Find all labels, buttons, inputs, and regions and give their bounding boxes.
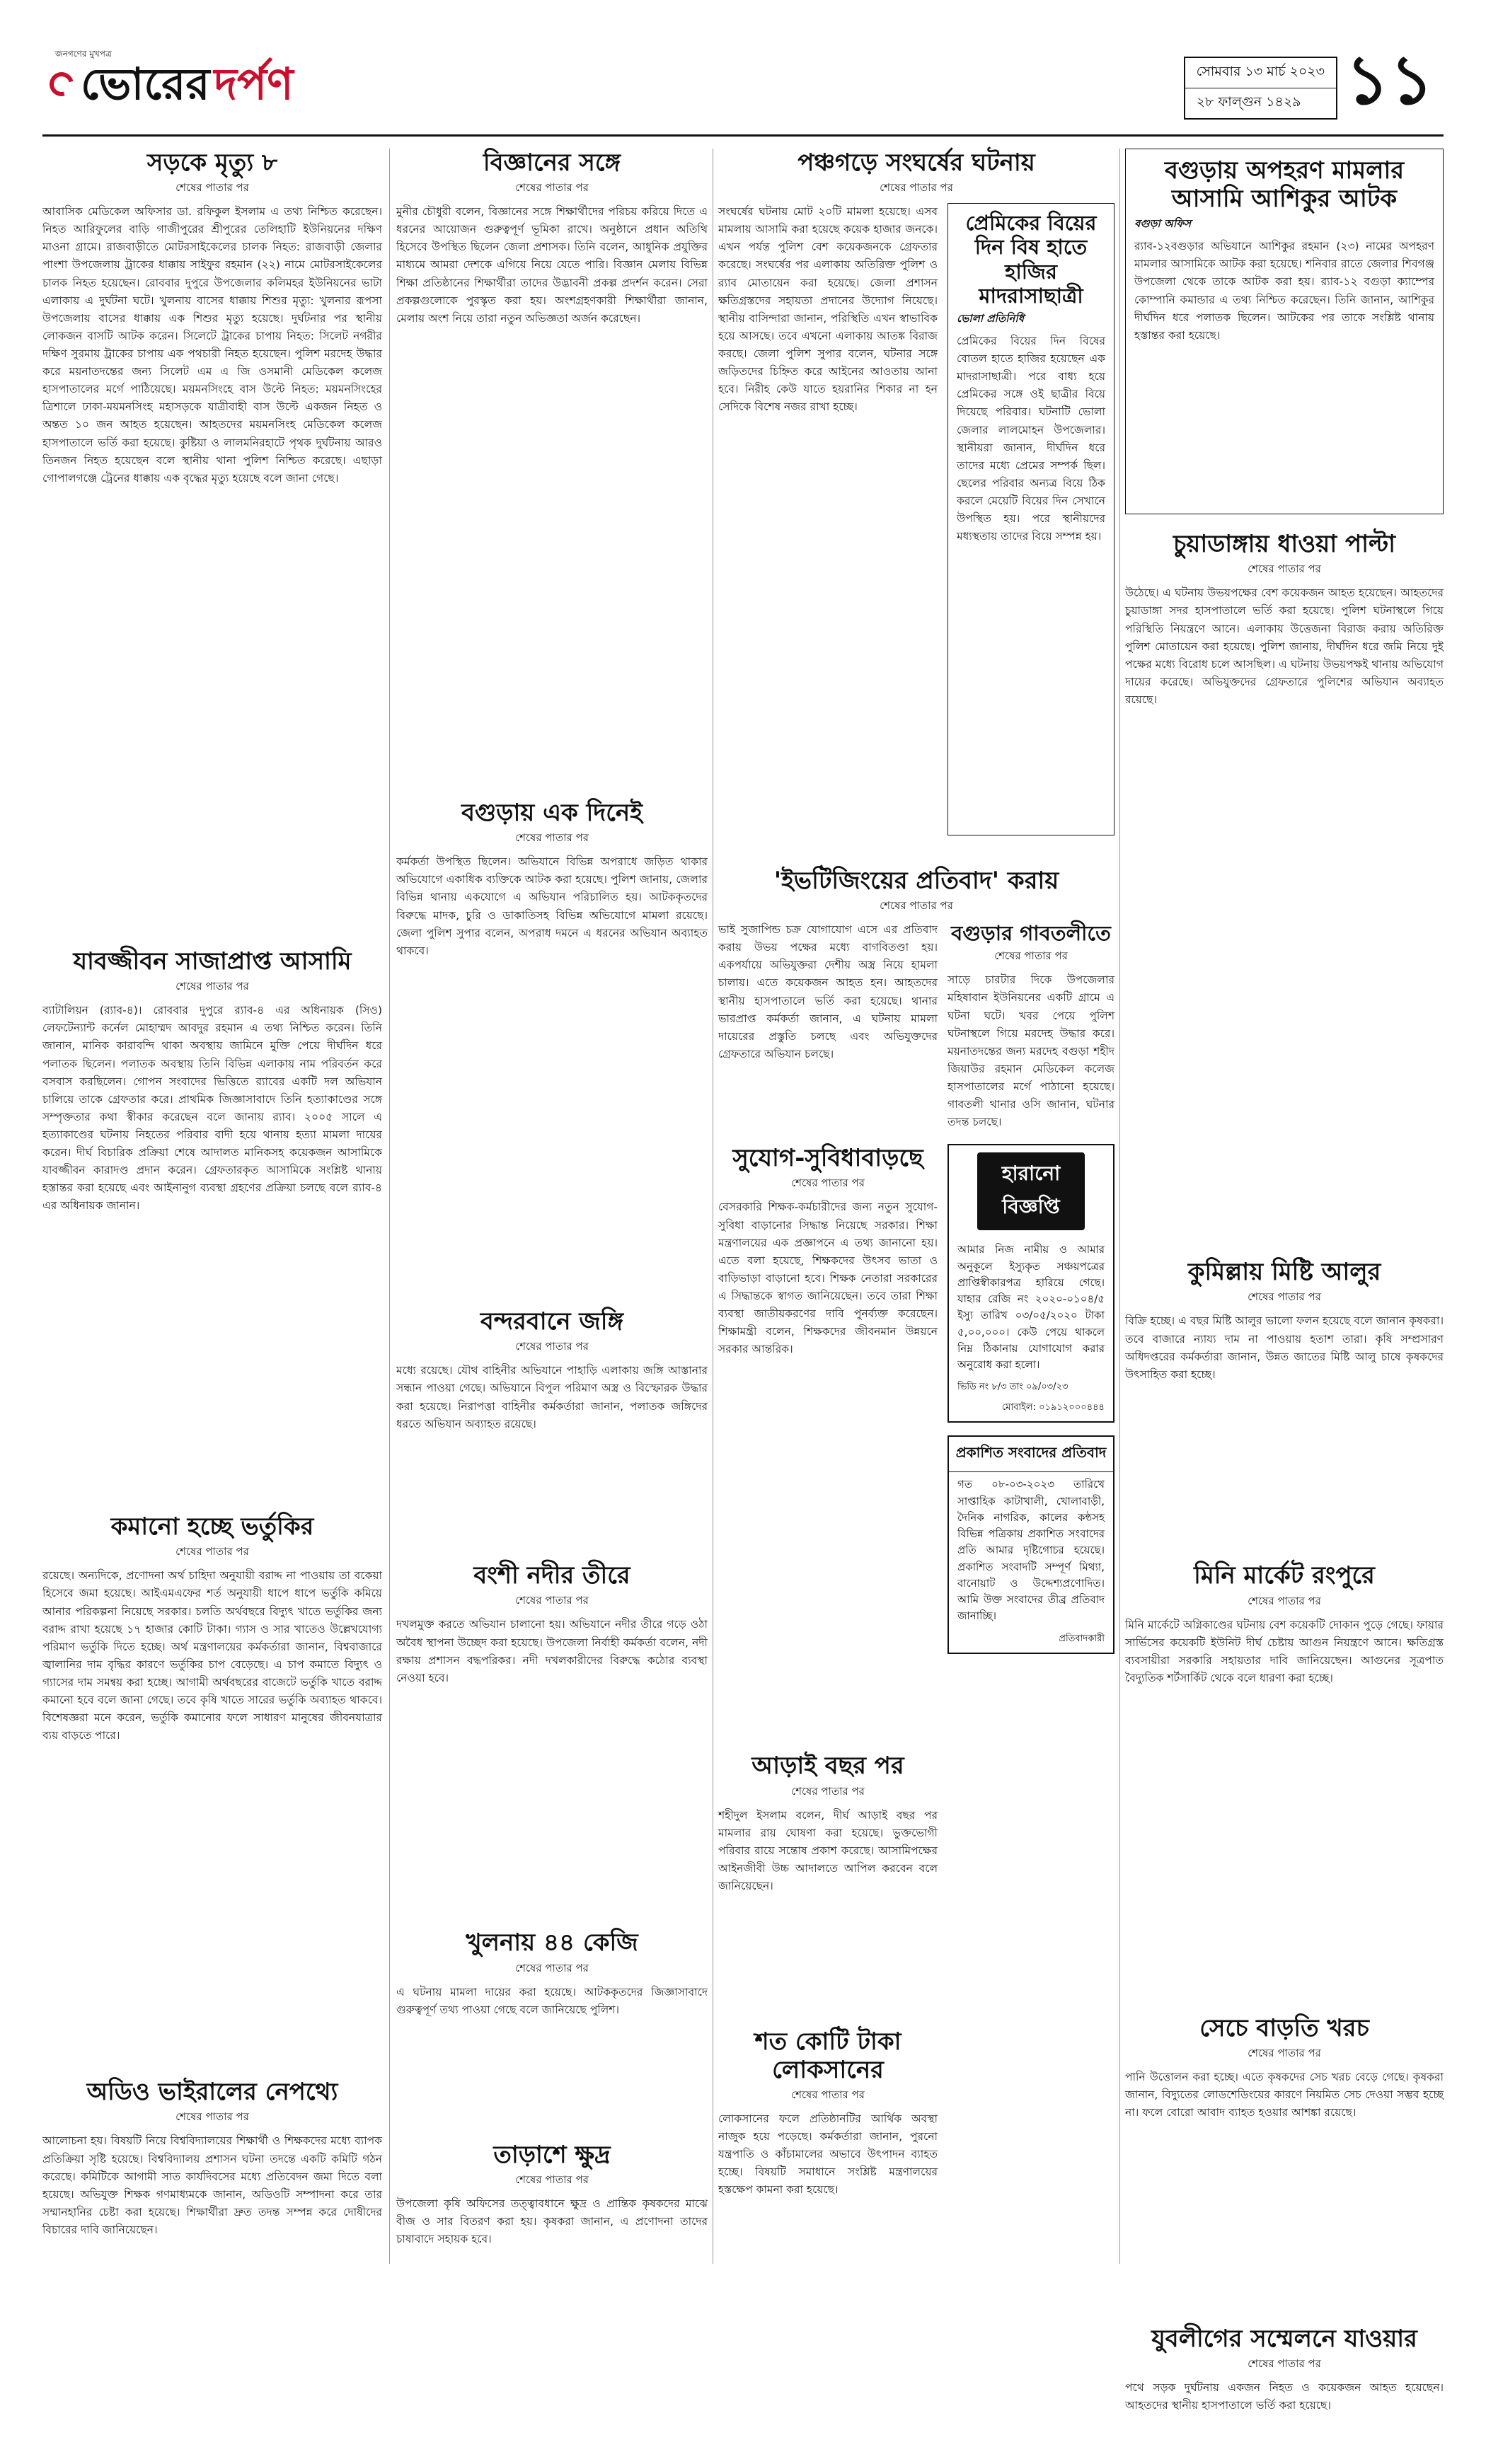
column-1: [42, 149, 382, 2264]
article-headline: বগুড়ায় অপহরণ মামলার আসামি আশিকুর আটক: [1164, 156, 1405, 214]
protest-notice-signature: প্রতিবাদকারী: [1059, 1633, 1105, 1644]
article-body: ভাই সুজাপিন্ড চক্র যোগাযোগ এসে এর প্রতিবাদ করায় উভয় পক্ষের মধ্যে বাগবিতণ্ডা হয়। একপর্যায়ে অভিযুক্তরা দেশীয় অস্ত্র নিয়ে হামলা চালায়। এতে কয়েকজন আহত হন। আহতদের স্থানীয় হাসপাতালে ভর্তি করা হয়েছে। থানার ভারপ্রাপ্ত কর্মকর্তা জানান, এ ঘটনায় মামলা দায়েরের প্রস্তুতি চলছে এবং অভিযুক্তদের গ্রেফতারে অভিযান চলছে।: [718, 923, 938, 1060]
article-bogura-one-day[interactable]: [396, 799, 708, 1292]
side-column: [948, 921, 1114, 1128]
article-headline: 'ইভটিজিংয়ের প্রতিবাদ' করায়: [773, 866, 1059, 895]
continued-note: শেষের পাতার পর: [515, 2173, 589, 2186]
column-divider: [1119, 149, 1120, 2264]
continued-note: শেষের পাতার পর: [515, 1961, 589, 1974]
continued-note: শেষের পাতার পর: [1248, 2046, 1321, 2059]
column-2: [396, 149, 708, 2264]
article-body: লোকসানের ফলে প্রতিষ্ঠানটির আর্থিক অবস্থা নাজুক হয়ে পড়েছে। কর্মকর্তারা জানান, পুরনো যন্ত্রপাতি ও কাঁচামালের অভাবে উৎপাদন ব্যাহত হচ্ছে। বিষয়টি সমাধানে সংশ্লিষ্ট মন্ত্রণালয়ের হস্তক্ষেপ কামনা করা হয়েছে।: [718, 2112, 938, 2197]
continued-note: শেষের পাতার পর: [791, 1784, 865, 1798]
article-body: পানি উত্তোলন করা হচ্ছে। এতে কৃষকদের সেচ খরচ বেড়ে গেছে। কৃষকরা জানান, বিদ্যুতের লোডশেডিংয়ের কারণে নিয়মিত সেচ দেওয়া সম্ভব হচ্ছে না। ফলে বোরো আবাদ ব্যাহত হওয়ার আশঙ্কা রয়েছে।: [1125, 2070, 1444, 2119]
article-headline: বন্দরবানে জঙ্গি: [480, 1307, 624, 1336]
article-crore-loss[interactable]: [718, 2028, 938, 2280]
article-bogura-abduction[interactable]: [1125, 149, 1444, 514]
article-headline: শত কোটি টাকা লোকসানের: [754, 2027, 902, 2084]
continued-note: শেষের পাতার পর: [175, 2110, 249, 2124]
article-body: প্রেমিকের বিয়ের দিন বিষের বোতল হাতে হাজির হয়েছেন এক মাদরাসাছাত্রী। পরে বাধ্য হয়ে প্রেমিকের সঙ্গে ওই ছাত্রীর বিয়ে দিয়েছে পরিবার। ঘটনাটি ভোলা জেলার লালমোহন উপজেলার। স্থানীয়রা জানান, দীর্ঘদিন ধরে তাদের মধ্যে প্রেমের সম্পর্ক ছিল। ছেলের পরিবার অন্যত্র বিয়ে ঠিক করলে মেয়েটি বিয়ের দিন সেখানে উপস্থিত হয়। পরে স্থানীয়দের মধ্যস্থতায় তাদের বিয়ে সম্পন্ন হয়।: [957, 334, 1105, 543]
article-jubo-league[interactable]: [1125, 2325, 1444, 2464]
article-body: র‍্যাব-১২বগুড়ার অভিযানে আশিকুর রহমান (২৩) নামের অপহরণ মামলার আসামিকে আটক করা হয়েছে। শনিবার রাতে জেলার শিবগঞ্জ উপজেলা থেকে তাকে আটক করা হয়। র‍্যাব-১২ বগুড়া ক্যাম্পের কোম্পানি কমান্ডার এ তথ্য নিশ্চিত করেছেন। তিনি জানান, আশিকুর দীর্ঘদিন ধরে পলাতক ছিলেন। আটকের পর তাকে সংশ্লিষ্ট থানায় হস্তান্তর করা হয়েছে।: [1134, 240, 1434, 342]
article-headline: কমানো হচ্ছে ভর্তুকির: [110, 1512, 314, 1542]
article-body: এ ঘটনায় মামলা দায়ের করা হয়েছে। আটককৃতদের জিজ্ঞাসাবাদে গুরুত্বপূর্ণ তথ্য পাওয়া গেছে বলে জানিয়েছে পুলিশ।: [396, 1985, 708, 2016]
protest-notice[interactable]: [948, 1435, 1114, 1653]
date-gregorian: সোমবার ১৩ মার্চ ২০২৩: [1185, 58, 1336, 88]
lost-notice-contact: মোবাইল: ০১৯১২০০০৪৪৪: [1001, 1402, 1105, 1413]
article-body: কর্মকর্তা উপস্থিত ছিলেন। অভিযানে বিভিন্ন অপরাধে জড়িত থাকার অভিযোগে একাধিক ব্যক্তিকে আটক করা হয়েছে। পুলিশ জানায়, জেলার বিভিন্ন থানায় একযোগে এ অভিযান পরিচালিত হয়। আটককৃতদের বিরুদ্ধে মাদক, চুরি ও ডাকাতিসহ বিভিন্ন অভিযোগে মামলা রয়েছে। জেলা পুলিশ সুপার বলেন, অপরাধ দমনে এ ধরনের অভিযান অব্যাহত থাকবে।: [396, 855, 708, 957]
article-khulna-44kg[interactable]: [396, 1928, 708, 2124]
column-divider: [389, 149, 390, 2264]
article-bandarban[interactable]: [396, 1307, 708, 1546]
continued-note: শেষের পাতার পর: [791, 2088, 865, 2101]
continued-note: শেষের পাতার পর: [175, 181, 249, 195]
article-headline: বংশী নদীর তীরে: [473, 1561, 630, 1590]
article-headline: পঞ্চগড়ে সংঘর্ষের ঘটনায়: [797, 149, 1035, 177]
article-headline: আড়াই বছর পর: [751, 1752, 904, 1781]
article-body: শহীদুল ইসলাম বলেন, দীর্ঘ আড়াই বছর পর মামলার রায় ঘোষণা করা হয়েছে। ভুক্তভোগী পরিবার রায়ে সন্তোষ প্রকাশ করেছে। আসামিপক্ষের আইনজীবী উচ্চ আদালতে আপিল করবেন বলে জানিয়েছেন।: [718, 1808, 938, 1892]
article-headline: যাবজ্জীবন সাজাপ্রাপ্ত আসামি: [73, 947, 352, 976]
article-science[interactable]: [396, 149, 708, 783]
article-body: আবাসিক মেডিকেল অফিসার ডা. রফিকুল ইসলাম এ তথ্য নিশ্চিত করেছেন। নিহত আরিফুলের বাড়ি গাজীপুরের শ্রীপুরের তেলিহাটি ইউনিয়নের দক্ষিণ মাওনা গ্রামে। রাজবাড়ীতে মোটরসাইকেলের চালক নিহত: রাজবাড়ী জেলার পাংশা উপজেলায় ট্রাকের ধাক্কায় সাইফুর রহমান (২২) নামে মোটরসাইকেলের চালক নিহত হয়েছেন। রোববার দুপুরে উপজেলার কলিমহর ইউনিয়নের ভাটা এলাকায় এ দুর্ঘটনা ঘটে। খুলনায় বাসের ধাক্কায় শিশুর মৃত্যু: খুলনার রূপসা উপজেলায় বাসের ধাক্কায় এক শিশুর মৃত্যু হয়েছে। দুর্ঘটনার পর স্থানীয় লোকজন বাসটি আটক করেন। সিলেটে ট্রাকের চাপায় নিহত: সিলেট নগরীর দক্ষিণ সুরমায় ট্রাকের চাপায় এক পথচারী নিহত হয়েছেন। পুলিশ মরদেহ উদ্ধার করে ময়নাতদন্তের জন্য সিলেট এম এ জি ওসমানী মেডিকেল কলেজ হাসপাতালের মর্গে পাঠিয়েছে। ময়মনসিংহে বাস উল্টে নিহত: ময়মনসিংহের ত্রিশালে ঢাকা-ময়মনসিংহ মহাসড়কে যাত্রীবাহী বাস উল্টে একজন নিহত ও অন্তত ১০ জন আহত হয়েছেন। আহতদের ময়মনসিংহ মেডিকেল কলেজ হাসপাতালে ভর্তি করা হয়েছে। কুষ্টিয়া ও লালমনিরহাটে পৃথক দুর্ঘটনায় আরও তিনজন নিহত হয়েছেন বলে স্থানীয় থানা পুলিশ নিশ্চিত করেছে। এছাড়া গোপালগঞ্জে ট্রেনের ধাক্কায় এক বৃদ্ধের মৃত্যু হয়েছে বলে জানা গেছে।: [42, 205, 382, 485]
article-body: পথে সড়ক দুর্ঘটনায় একজন নিহত ও কয়েকজন আহত হয়েছেন। আহতদের স্থানীয় হাসপাতালে ভর্তি করা হয়েছে।: [1125, 2381, 1444, 2412]
article-chuadanga[interactable]: [1125, 530, 1444, 1242]
article-body: সংঘর্ষের ঘটনায় মোট ২০টি মামলা হয়েছে। এসব মামলায় আসামি করা হয়েছে কয়েক হাজার জনকে। এখন পর্যন্ত পুলিশ বেশ কয়েকজনকে গ্রেফতার করেছে। সংঘর্ষের পর এলাকায় অতিরিক্ত পুলিশ ও র‍্যাব মোতায়েন করা হয়েছে। জেলা প্রশাসন ক্ষতিগ্রস্তদের সহায়তা প্রদানের উদ্যোগ নিয়েছে। স্থানীয় বাসিন্দারা জানান, পরিস্থিতি এখন স্বাভাবিক হয়ে আসছে। তবে এখনো এলাকায় আতঙ্ক বিরাজ করছে। জেলা পুলিশ সুপার বলেন, ঘটনার সঙ্গে জড়িতদের চিহ্নিত করে আইনের আওতায় আনা হবে। নিরীহ কেউ যাতে হয়রানির শিকার না হন সেদিকে বিশেষ নজর রাখা হচ্ছে।: [718, 205, 938, 414]
date-box: [1184, 57, 1337, 120]
article-gabtoli[interactable]: [948, 921, 1114, 1129]
article-body: মুনীর চৌধুরী বলেন, বিজ্ঞানের সঙ্গে শিক্ষার্থীদের পরিচয় করিয়ে দিতে এ ধরনের আয়োজন গুরুত্বপূর্ণ ভূমিকা রাখে। অনুষ্ঠানে প্রধান অতিথি হিসেবে উপস্থিত ছিলেন জেলা প্রশাসক। তিনি বলেন, আধুনিক প্রযুক্তির মাধ্যমে আমরা দেশকে এগিয়ে নিয়ে যেতে পারি। বিজ্ঞান মেলায় বিভিন্ন শিক্ষা প্রতিষ্ঠানের শিক্ষার্থীরা তাদের উদ্ভাবনী প্রকল্প প্রদর্শন করেন। সেরা প্রকল্পগুলোকে পুরস্কৃত করা হয়। অংশগ্রহণকারী শিক্ষার্থীরা জানান, মেলায় অংশ নিয়ে তারা নতুন অভিজ্ঞতা অর্জন করেছেন।: [396, 205, 708, 325]
page-number: ১১: [1345, 40, 1434, 120]
protest-notice-text: গত ০৮-০৩-২০২৩ তারিখে সাপ্তাহিক কাটাখালী, খোলাবাড়ী, দৈনিক নাগরিক, কালের কন্ঠসহ বিভিন্ন পত্রিকায় প্রকাশিত সংবাদের প্রতি আমার দৃষ্টিগোচর হয়েছে। প্রকাশিত সংবাদটি সম্পূর্ণ মিথ্যা, বানোয়াট ও উদ্দেশ্যপ্রণোদিত। আমি উক্ত সংবাদের তীব্র প্রতিবাদ জানাচ্ছি।: [957, 1478, 1105, 1623]
article-headline: কুমিল্লায় মিষ্টি আলুর: [1187, 1258, 1381, 1287]
article-body: উপজেলা কৃষি অফিসের তত্ত্বাবধানে ক্ষুদ্র ও প্রান্তিক কৃষকদের মাঝে বীজ ও সার বিতরণ করা হয়। কৃষকরা জানান, এ প্রণোদনা তাদের চাষাবাদে সহায়ক হবে।: [396, 2197, 708, 2245]
article-facilities[interactable]: [718, 1144, 938, 1736]
date-bangla: ২৮ ফাল্গুন ১৪২৯: [1196, 94, 1301, 110]
continued-note: শেষের পাতার পর: [994, 949, 1068, 963]
article-body: মধ্যে রয়েছে। যৌথ বাহিনীর অভিযানে পাহাড়ি এলাকায় জঙ্গি আস্তানার সন্ধান পাওয়া গেছে। অভিযানে বিপুল পরিমাণ অস্ত্র ও বিস্ফোরক উদ্ধার করা হয়েছে। নিরাপত্তা বাহিনীর কর্মকর্তারা জানান, পলাতক জঙ্গিদের ধরতে অভিযান অব্যাহত রয়েছে।: [396, 1364, 708, 1430]
notices-column: [948, 1144, 1114, 1666]
brand-name-part1: ভোরের: [81, 58, 210, 110]
continued-note: শেষের পাতার পর: [175, 980, 249, 993]
continued-note: শেষের পাতার পর: [880, 181, 953, 195]
continued-note: শেষের পাতার পর: [515, 1594, 589, 1607]
article-body: বিক্রি হচ্ছে। এ বছর মিষ্টি আলুর ভালো ফলন হয়েছে বলে জানান কৃষকরা। তবে বাজারে ন্যায্য দাম না পাওয়ায় হতাশ তারা। কৃষি সম্প্রসারণ অধিদপ্তরের কর্মকর্তারা জানান, উন্নত জাতের মিষ্টি আলু চাষে কৃষকদের উৎসাহিত করা হচ্ছে।: [1125, 1314, 1444, 1381]
article-headline: সেচে বাড়তি খরচ: [1199, 2013, 1369, 2042]
article-headline: অডিও ভাইরালের নেপথ্যে: [86, 2078, 338, 2107]
continued-note: শেষের পাতার পর: [515, 181, 589, 195]
article-bangshi-river[interactable]: [396, 1561, 708, 1913]
article-headline: খুলনায় ৪৪ কেজি: [466, 1928, 638, 1957]
article-headline: সুযোগ-সুবিধাবাড়ছে: [732, 1144, 923, 1173]
continued-note: শেষের পাতার পর: [791, 1176, 865, 1190]
article-body: মিনি মার্কেটে অগ্নিকাণ্ডের ঘটনায় বেশ কয়েকটি দোকান পুড়ে গেছে। ফায়ার সার্ভিসের কয়েকটি ইউনিট দীর্ঘ চেষ্টায় আগুন নিয়ন্ত্রণে আনে। ক্ষতিগ্রস্ত ব্যবসায়ীরা সরকারি সহায়তার দাবি জানিয়েছেন। আগুনের সূত্রপাত বৈদ্যুতিক শর্টসার্কিট থেকে বলে ধারণা করা হচ্ছে।: [1125, 1618, 1444, 1684]
continued-note: শেষের পাতার পর: [515, 831, 589, 845]
article-tarash[interactable]: [396, 2141, 708, 2337]
protest-notice-title: প্রকাশিত সংবাদের প্রতিবাদ: [949, 1437, 1113, 1472]
continued-note: শেষের পাতার পর: [1248, 2356, 1321, 2370]
article-body: সাড়ে চারটার দিকে উপজেলার মহিষাবান ইউনিয়নের একটি গ্রামে এ ঘটনা ঘটে। খবর পেয়ে পুলিশ ঘটনাস্থলে গিয়ে মরদেহ উদ্ধার করে। ময়নাতদন্তের জন্য মরদেহ বগুড়া শহীদ জিয়াউর রহমান মেডিকেল কলেজ হাসপাতালের মর্গে পাঠানো হয়েছে। গাবতলী থানার ওসি জানান, ঘটনার তদন্ত চলছে।: [948, 973, 1114, 1129]
article-byline: ভোলা প্রতিনিধি: [957, 311, 1025, 325]
article-headline: চুয়াডাঙ্গায় ধাওয়া পাল্টা: [1173, 530, 1396, 559]
article-headline: বগুড়ার গাবতলীতে: [951, 921, 1111, 946]
article-headline: মিনি মার্কেট রংপুরে: [1194, 1561, 1375, 1590]
article-headline: তাড়াশে ক্ষুদ্র: [493, 2140, 611, 2169]
article-body: দখলমুক্ত করতে অভিযান চালানো হয়। অভিযানে নদীর তীরে গড়ে ওঠা অবৈধ স্থাপনা উচ্ছেদ করা হয়েছে। উপজেলা নির্বাহী কর্মকর্তা বলেন, নদী রক্ষায় প্রশাসন বদ্ধপরিকর। নদী দখলকারীদের বিরুদ্ধে কঠোর ব্যবস্থা নেওয়া হবে।: [396, 1618, 708, 1684]
article-headline: সড়কে মৃত্যু ৮: [146, 149, 278, 177]
article-headline: বিজ্ঞানের সঙ্গে: [483, 149, 621, 177]
article-eve-teasing[interactable]: [718, 867, 1114, 1128]
continued-note: শেষের পাতার পর: [880, 899, 953, 913]
article-road-deaths[interactable]: [42, 149, 382, 932]
article-headline: বগুড়ায় এক দিনেই: [461, 799, 643, 828]
side-column: [948, 203, 1114, 851]
article-body: আলোচনা হয়। বিষয়টি নিয়ে বিশ্ববিদ্যালয়ের শিক্ষার্থী ও শিক্ষকদের মধ্যে ব্যাপক প্রতিক্রিয়া সৃষ্টি হয়েছে। বিশ্ববিদ্যালয় প্রশাসন ঘটনা তদন্তে একটি কমিটি গঠন করেছে। কমিটিকে আগামী সাত কার্যদিবসের মধ্যে প্রতিবেদন জমা দিতে বলা হয়েছে। অভিযুক্ত শিক্ষক গণমাধ্যমকে জানান, অডিওটি সম্পাদনা করে তার সম্মানহানির চেষ্টা করা হয়েছে। শিক্ষার্থীরা দ্রুত তদন্ত সম্পন্ন করে দোষীদের বিচারের দাবি জানিয়েছেন।: [42, 2134, 382, 2236]
article-body: রয়েছে। অন্যদিকে, প্রণোদনা অর্থ চাহিদা অনুযায়ী বরাদ্দ না পাওয়ায় তা বকেয়া হিসেবে জমা হয়েছে। আইএমএফের শর্ত অনুযায়ী ধাপে ধাপে ভর্তুকি কমিয়ে আনার পরিকল্পনা নিয়েছে সরকার। চলতি অর্থবছরে বিদ্যুৎ খাতে ভর্তুকির জন্য বরাদ্দ রাখা হয়েছে ১৭ হাজার কোটি টাকা। গ্যাস ও সার খাতেও উল্লেখযোগ্য পরিমাণ ভর্তুকি দিতে হচ্ছে। অর্থ মন্ত্রণালয়ের কর্মকর্তারা জানান, বিশ্ববাজারে জ্বালানির দাম বৃদ্ধির কারণে ভর্তুকির চাপ বেড়েছে। এ চাপ কমাতে বিদ্যুৎ ও গ্যাসের দাম সমন্বয় করা হচ্ছে। আগামী অর্থবছরের বাজেটে ভর্তুকি খাতে বরাদ্দ কমানো হবে বলে জানা গেছে। তবে কৃষি খাতে সারের ভর্তুকি অব্যাহত থাকবে। বিশেষজ্ঞরা মনে করেন, ভর্তুকি কমানোর ফলে সাধারণ মানুষের জীবনযাত্রার ব্যয় বাড়তে পারে।: [42, 1569, 382, 1742]
lost-notice-title: হারানো বিজ্ঞপ্তি: [977, 1152, 1085, 1230]
article-comilla-potato[interactable]: [1125, 1258, 1444, 1546]
article-headline: যুবলীগের সম্মেলনে যাওয়ার: [1151, 2324, 1417, 2353]
continued-note: শেষের পাতার পর: [1248, 1290, 1321, 1304]
article-audio-viral[interactable]: [42, 2078, 382, 2344]
article-madrasa-student[interactable]: [948, 203, 1114, 835]
article-irrigation-cost[interactable]: [1125, 2014, 1444, 2309]
continued-note: শেষের পাতার পর: [1248, 1594, 1321, 1607]
article-body: উঠেছে। এ ঘটনায় উভয়পক্ষের বেশ কয়েকজন আহত হয়েছেন। আহতদের চুয়াডাঙ্গা সদর হাসপাতালে ভর্তি করা হয়েছে। পুলিশ ঘটনাস্থলে গিয়ে পরিস্থিতি নিয়ন্ত্রণে আনে। এলাকায় উত্তেজনা বিরাজ করায় অতিরিক্ত পুলিশ মোতায়েন করা হয়েছে। পুলিশ জানায়, দীর্ঘদিন ধরে জমি নিয়ে দুই পক্ষের মধ্যে বিরোধ চলে আসছিল। এ ঘটনায় উভয়পক্ষই থানায় অভিযোগ দায়ের করেছে। অভিযুক্তদের গ্রেফতারে পুলিশের অভিযান অব্যাহত রয়েছে।: [1125, 586, 1444, 706]
lost-notice-ref: ভিডি নং ৮/৩ তাং ০৯/০৩/২৩: [957, 1382, 1069, 1393]
continued-note: শেষের পাতার পর: [515, 1340, 589, 1353]
masthead: [42, 42, 1444, 137]
brand-tagline: জনগণের মুখপত্র: [55, 49, 112, 59]
article-panchagarh[interactable]: [718, 149, 1114, 851]
article-rangpur-market[interactable]: [1125, 1561, 1444, 1998]
main-column: [718, 1144, 938, 2295]
article-body: বেসরকারি শিক্ষক-কর্মচারীদের জন্য নতুন সুযোগ-সুবিধা বাড়ানোর সিদ্ধান্ত নিয়েছে সরকার। শিক্ষা মন্ত্রণালয়ের এক প্রজ্ঞাপনে এ তথ্য জানানো হয়। এতে বলা হয়েছে, শিক্ষকদের উৎসব ভাতা ও বাড়িভাড়া বাড়ানো হবে। শিক্ষক নেতারা সরকারের এ সিদ্ধান্তকে স্বাগত জানিয়েছেন। তবে তারা শিক্ষা ব্যবস্থা জাতীয়করণের দাবি পুনর্ব্যক্ত করেছেন। শিক্ষামন্ত্রী বলেন, শিক্ষকদের জীবনমান উন্নয়নে সরকার আন্তরিক।: [718, 1201, 938, 1356]
article-life-sentence[interactable]: [42, 947, 382, 1497]
article-two-half-years[interactable]: [718, 1752, 938, 2011]
article-subsidy[interactable]: [42, 1512, 382, 2062]
brand-logo: [50, 48, 294, 110]
continued-note: শেষের পাতার পর: [175, 1545, 249, 1558]
column-4: [1125, 149, 1444, 2412]
brand-swoosh-icon: [45, 68, 78, 100]
article-byline: বগুড়া অফিস: [1134, 217, 1192, 231]
brand-name-part2: দর্পণ: [214, 58, 294, 110]
lost-notice-text: আমার নিজ নামীয় ও আমার অনুকূলে ইস্যুকৃত সঞ্চয়পত্রের প্রাপ্তিস্বীকারপত্র হারিয়ে গেছে। যাহার রেজি নং ২০২০-০১০৪/৫ ইস্যু তারিখ ০৩/০৫/২০২০ টাকা ৫,০০,০০০। কেউ পেয়ে থাকলে নিম্ন ঠিকানায় যোগাযোগ করার অনুরোধ করা হলো।: [957, 1243, 1105, 1372]
article-body: ব্যাটালিয়ন (র‍্যাব-৪)। রোববার দুপুরে র‍্যাব-৪ এর অধিনায়ক (সিও) লেফটেন্যান্ট কর্নেল মোহাম্মদ আবদুর রহমান এ তথ্য নিশ্চিত করেন। তিনি জানান, মানিক কারাবন্দি থাকা অবস্থায় জামিনে মুক্তি পেয়ে দীর্ঘদিন ধরে পলাতক ছিলেন। পলাতক অবস্থায় তিনি বিভিন্ন এলাকায় নাম পরিবর্তন করে বসবাস করছিলেন। গোপন সংবাদের ভিত্তিতে র‍্যাবের একটি দল অভিযান চালিয়ে তাকে গ্রেফতার করে। প্রাথমিক জিজ্ঞাসাবাদে তিনি হত্যাকাণ্ডের সঙ্গে সম্পৃক্ততার কথা স্বীকার করেছেন বলে জানায় র‍্যাব। ২০০৫ সালে এ হত্যাকাণ্ডের ঘটনায় নিহতের পরিবার বাদী হয়ে থানায় হত্যা মামলা দায়ের করেন। দীর্ঘ বিচারিক প্রক্রিয়া শেষে আদালত মানিকসহ কয়েকজন আসামিকে যাবজ্জীবন কারাদণ্ড প্রদান করেন। গ্রেফতারকৃত আসামিকে সংশ্লিষ্ট থানায় হস্তান্তর করা হয়েছে এবং আইনানুগ ব্যবস্থা গ্রহণের প্রক্রিয়া চলছে বলে র‍্যাব-৪ এর অধিনায়ক জানান।: [42, 1004, 382, 1213]
brand-name: [50, 58, 294, 110]
lost-notice[interactable]: [948, 1144, 1114, 1423]
continued-note: শেষের পাতার পর: [1248, 562, 1321, 576]
column-3: [718, 149, 1114, 2264]
article-headline: প্রেমিকের বিয়ের দিন বিষ হাতে হাজির মাদরাসাছাত্রী: [965, 211, 1097, 308]
